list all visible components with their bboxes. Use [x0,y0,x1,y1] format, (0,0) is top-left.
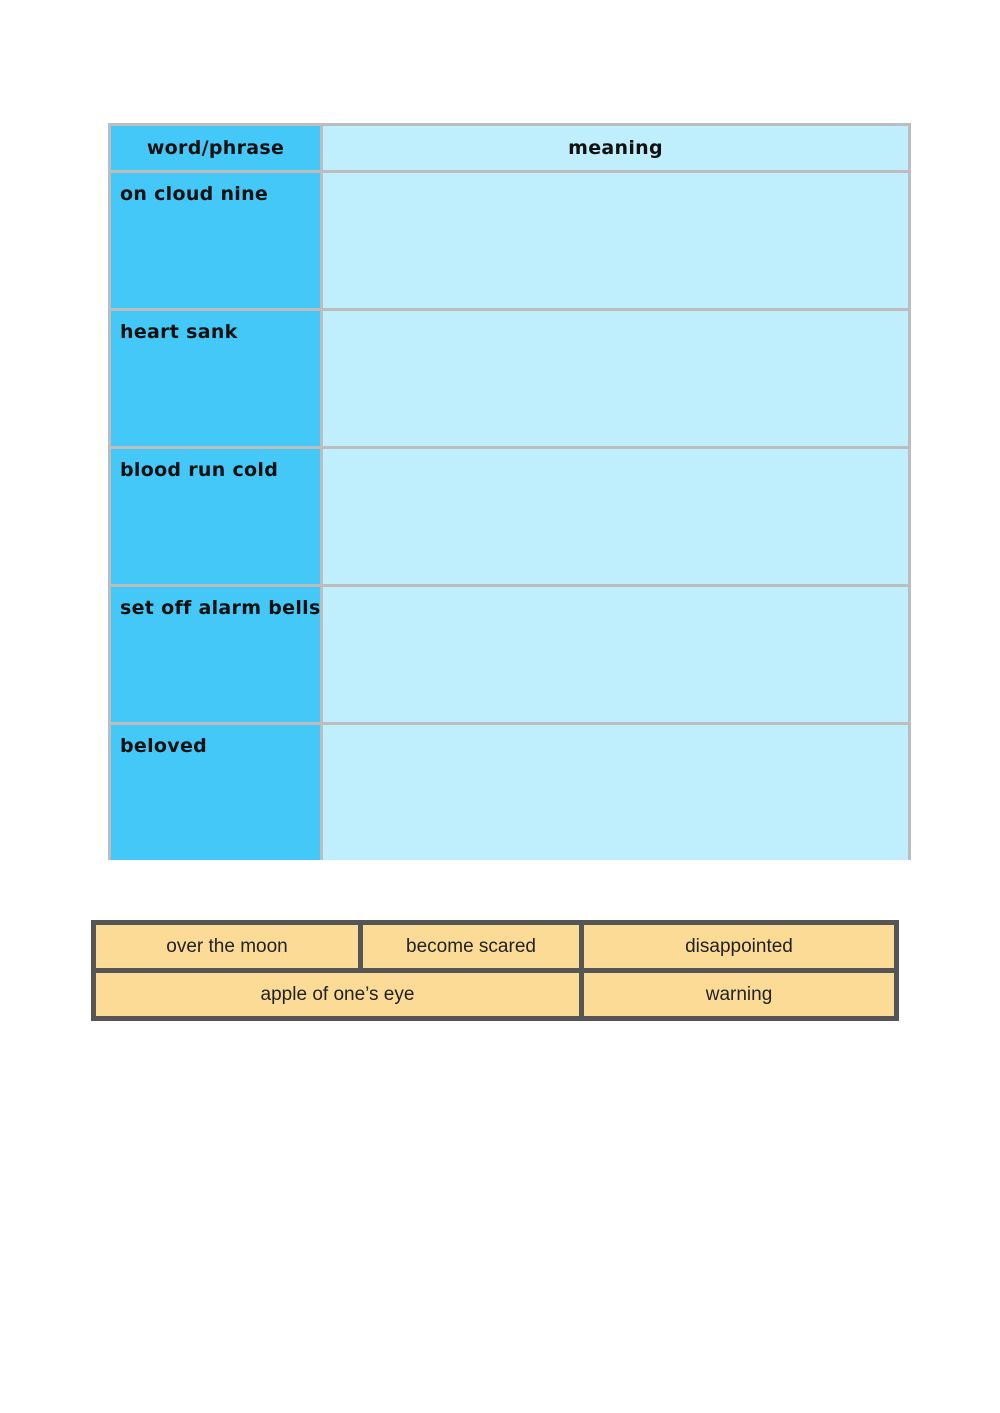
vocabulary-table [108,123,911,860]
header-meaning: meaning [323,126,908,170]
meaning-drop-target[interactable] [323,311,908,446]
row-word: set off alarm bells [111,587,320,722]
row-word: blood run cold [111,449,320,584]
word-bank [91,920,899,1021]
row-word: on cloud nine [111,173,320,308]
meaning-drop-target[interactable] [323,449,908,584]
word-bank-chip[interactable]: warning [584,973,894,1016]
word-bank-chip[interactable]: become scared [363,925,579,968]
meaning-drop-target[interactable] [323,725,908,860]
row-word: heart sank [111,311,320,446]
word-bank-chip[interactable]: disappointed [584,925,894,968]
meaning-drop-target[interactable] [323,587,908,722]
meaning-drop-target[interactable] [323,173,908,308]
row-word: beloved [111,725,320,860]
header-word-phrase: word/phrase [111,126,320,170]
word-bank-chip[interactable]: apple of one’s eye [96,973,579,1016]
word-bank-chip[interactable]: over the moon [96,925,358,968]
